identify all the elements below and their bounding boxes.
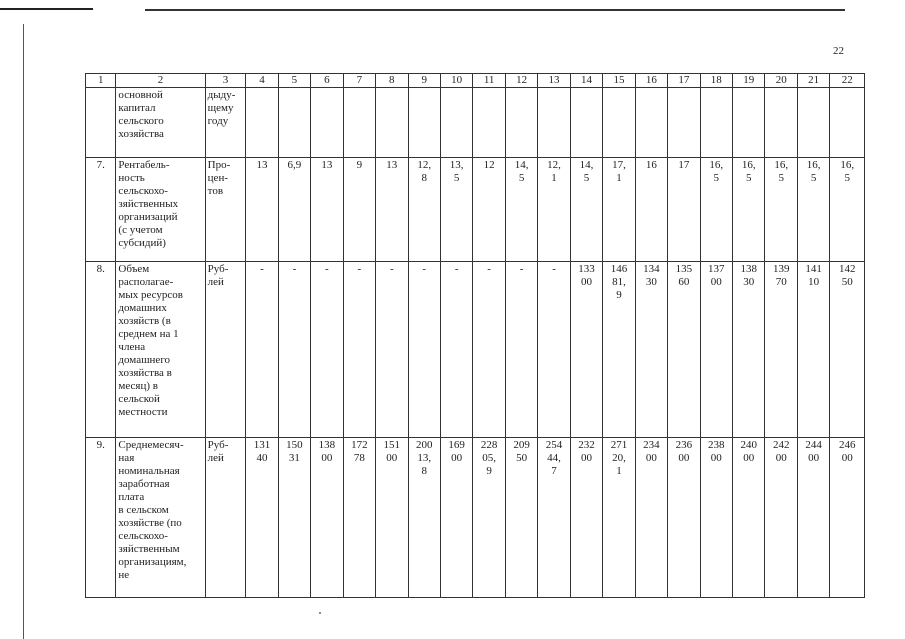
cell-line: 00 — [321, 452, 333, 464]
cell-line: 00 — [808, 452, 820, 464]
value-cell — [440, 158, 472, 262]
cell-line: 60 — [678, 276, 690, 288]
value-cell — [700, 262, 732, 438]
unit-cell — [205, 438, 246, 598]
value-cell — [570, 262, 602, 438]
cell-line: 00 — [775, 452, 787, 464]
value-cell — [635, 262, 667, 438]
header-cell: 15 — [603, 74, 635, 88]
value-cell — [700, 158, 732, 262]
cell-line: 14, — [514, 159, 529, 171]
value-cell — [278, 158, 310, 262]
header-cell: 7 — [343, 74, 375, 88]
cell-line: 172 — [351, 439, 368, 451]
value-cell — [603, 438, 635, 598]
cell-line: 146 — [610, 263, 628, 275]
value-cell — [668, 262, 700, 438]
cell-line: 141 — [805, 263, 822, 275]
value-cell — [538, 438, 570, 598]
cell-line: 00 — [580, 276, 592, 288]
value-cell — [343, 158, 375, 262]
cell-line: 16, — [806, 159, 821, 171]
value-cell — [830, 158, 865, 262]
value-cell — [246, 262, 278, 438]
value-cell — [505, 438, 537, 598]
value-cell — [570, 158, 602, 262]
value-cell — [473, 88, 505, 158]
value-cell — [668, 158, 700, 262]
unit-cell — [205, 158, 246, 262]
value-cell — [278, 438, 310, 598]
cell-line: хозяйства — [118, 128, 164, 140]
cell-line: 81, — [612, 276, 626, 288]
value-cell — [570, 88, 602, 158]
value-cell — [797, 438, 829, 598]
value-cell — [246, 438, 278, 598]
header-cell: 20 — [765, 74, 797, 88]
value-cell — [278, 88, 310, 158]
cell-line: месяц) в — [118, 380, 158, 392]
cell-line: (с учетом — [118, 224, 163, 236]
header-cell: 10 — [440, 74, 472, 88]
cell-line: 5 — [453, 172, 460, 184]
cell-line: 1 — [551, 172, 557, 184]
value-cell — [376, 262, 408, 438]
cell-line: 00 — [710, 452, 722, 464]
value-cell — [733, 262, 765, 438]
cell-line: 00 — [580, 452, 592, 464]
cell-line: 6,9 — [287, 159, 302, 171]
cell-line: - — [454, 263, 459, 275]
header-cell: 21 — [797, 74, 829, 88]
cell-line: 5 — [778, 172, 784, 184]
value-cell — [668, 438, 700, 598]
cell-line: плата — [118, 491, 145, 503]
cell-line: 232 — [578, 439, 595, 451]
cell-line: 70 — [775, 276, 787, 288]
header-cell: 16 — [635, 74, 667, 88]
cell-line: 228 — [480, 439, 498, 451]
cell-line: не — [118, 569, 130, 581]
cell-line: 13 — [321, 159, 333, 171]
cell-line: 40 — [256, 452, 268, 464]
cell-line: сельского — [118, 115, 164, 127]
cell-line: Руб- — [207, 439, 229, 451]
cell-line: 00 — [841, 452, 853, 464]
cell-line: 10 — [808, 276, 820, 288]
cell-line: субсидий) — [118, 237, 166, 249]
value-cell — [765, 88, 797, 158]
cell-line: 16, — [709, 159, 724, 171]
header-cell: 3 — [205, 74, 246, 88]
table-body — [86, 74, 865, 598]
cell-line: 150 — [286, 439, 303, 451]
cell-line: 134 — [643, 263, 660, 275]
cell-line: 246 — [838, 439, 856, 451]
value-cell — [700, 88, 732, 158]
value-cell — [440, 438, 472, 598]
cell-line: сельскохо- — [118, 185, 168, 197]
cell-line: члена — [118, 341, 146, 353]
cell-line: - — [357, 263, 362, 275]
cell-line: в сельском — [118, 504, 169, 516]
header-cell: 22 — [830, 74, 865, 88]
cell-line: 151 — [383, 439, 401, 451]
cell-line: цен- — [207, 172, 228, 184]
cell-line: 137 — [708, 263, 725, 275]
cell-line: 50 — [516, 452, 528, 464]
cell-line: основной — [118, 89, 163, 101]
cell-line: 131 — [253, 439, 271, 451]
value-cell — [538, 88, 570, 158]
cell-line: году — [207, 115, 229, 127]
value-cell — [343, 262, 375, 438]
header-cell: 19 — [733, 74, 765, 88]
value-cell — [765, 438, 797, 598]
value-cell — [311, 262, 343, 438]
value-cell — [408, 88, 440, 158]
cell-line: организаций — [118, 211, 178, 223]
cell-line: 17 — [678, 159, 690, 171]
cell-line: 5 — [518, 172, 525, 184]
cell-line: 16, — [840, 159, 855, 171]
cell-line: 30 — [743, 276, 755, 288]
cell-line: 138 — [740, 263, 757, 275]
cell-line: 9 — [616, 289, 622, 301]
value-cell — [343, 88, 375, 158]
cell-line: - — [389, 263, 394, 275]
cell-line: организациям, — [118, 556, 187, 568]
cell-line: 12, — [547, 159, 561, 171]
value-cell — [538, 158, 570, 262]
value-cell — [765, 158, 797, 262]
cell-line: 209 — [513, 439, 530, 451]
cell-line: 12, — [417, 159, 432, 171]
value-cell — [278, 262, 310, 438]
header-cell: 5 — [278, 74, 310, 88]
cell-line: 236 — [675, 439, 693, 451]
header-cell: 4 — [246, 74, 278, 88]
table-row — [86, 262, 865, 438]
cell-line: - — [422, 263, 427, 275]
value-cell — [830, 438, 865, 598]
value-cell — [408, 262, 440, 438]
cell-line: 7 — [551, 465, 557, 477]
cell-line: - — [260, 263, 264, 275]
cell-line: сельскохо- — [118, 530, 168, 542]
cell-line: 8 — [421, 465, 427, 477]
cell-line: хозяйстве (по — [118, 517, 182, 529]
cell-line: 234 — [643, 439, 660, 451]
cell-line: 8 — [421, 172, 427, 184]
indicators-table — [85, 73, 865, 598]
header-cell: 2 — [116, 74, 205, 88]
cell-line: 13 — [256, 159, 268, 171]
cell-line: 1 — [616, 465, 622, 477]
cell-line: 200 — [415, 439, 433, 451]
value-cell — [376, 88, 408, 158]
value-cell — [603, 88, 635, 158]
value-cell — [635, 438, 667, 598]
header-cell: 14 — [570, 74, 602, 88]
value-cell — [538, 262, 570, 438]
value-cell — [408, 158, 440, 262]
cell-line: 135 — [675, 263, 693, 275]
value-cell — [440, 88, 472, 158]
value-cell — [311, 88, 343, 158]
cell-line: 138 — [318, 439, 336, 451]
value-cell — [473, 158, 505, 262]
cell-line: располагае- — [118, 276, 174, 288]
value-cell — [668, 88, 700, 158]
cell-line: 00 — [743, 452, 755, 464]
cell-line: 05, — [482, 452, 496, 464]
cell-line: 50 — [841, 276, 853, 288]
cell-line: 13, — [449, 159, 464, 171]
cell-line: Руб- — [207, 263, 229, 275]
cell-line: сельской — [118, 393, 160, 405]
value-cell — [797, 88, 829, 158]
value-cell — [246, 158, 278, 262]
cell-line: 5 — [844, 172, 850, 184]
cell-line: 00 — [710, 276, 722, 288]
cell-line: 31 — [288, 452, 300, 464]
value-cell — [505, 262, 537, 438]
value-cell — [440, 262, 472, 438]
value-cell — [570, 438, 602, 598]
cell-line: 00 — [645, 452, 657, 464]
cell-line: 271 — [610, 439, 628, 451]
cell-line: 20, — [612, 452, 626, 464]
cell-line: дыду- — [207, 89, 236, 101]
value-cell — [311, 158, 343, 262]
header-cell: 1 — [86, 74, 116, 88]
value-cell — [603, 158, 635, 262]
value-cell — [700, 438, 732, 598]
cell-line: 238 — [708, 439, 725, 451]
value-cell — [376, 438, 408, 598]
header-cell: 17 — [668, 74, 700, 88]
header-cell: 9 — [408, 74, 440, 88]
cell-line: 13, — [417, 452, 432, 464]
cell-line: хозяйств (в — [118, 315, 171, 327]
scan-edge-line — [23, 24, 24, 639]
indicator-name-cell — [116, 262, 205, 438]
indicator-name-cell — [116, 438, 205, 598]
cell-line: номинальная — [118, 465, 180, 477]
value-cell — [603, 262, 635, 438]
cell-line: ная — [118, 452, 135, 464]
header-cell: 13 — [538, 74, 570, 88]
header-row — [86, 74, 865, 88]
value-cell — [765, 262, 797, 438]
cell-line: 44, — [547, 452, 561, 464]
value-cell — [246, 88, 278, 158]
cell-line: - — [325, 263, 329, 275]
cell-line: 16, — [741, 159, 756, 171]
cell-line: - — [519, 263, 524, 275]
page-number: 22 — [833, 45, 844, 57]
value-cell — [376, 158, 408, 262]
cell-line: 139 — [772, 263, 790, 275]
value-cell — [408, 438, 440, 598]
cell-line: 5 — [810, 172, 817, 184]
table-row — [86, 88, 865, 158]
cell-line: 14, — [579, 159, 594, 171]
header-cell: 12 — [505, 74, 537, 88]
cell-line: 30 — [645, 276, 657, 288]
cell-line: мых ресурсов — [118, 289, 183, 301]
cell-line: заработная — [118, 478, 170, 490]
value-cell — [733, 158, 765, 262]
cell-line: 17, — [612, 159, 626, 171]
cell-line: 16 — [645, 159, 657, 171]
cell-line: 16, — [774, 159, 789, 171]
value-cell — [473, 262, 505, 438]
cell-line: зяйственным — [118, 543, 180, 555]
cell-line: хозяйства в — [118, 367, 172, 379]
cell-line: 244 — [805, 439, 822, 451]
header-cell: 8 — [376, 74, 408, 88]
value-cell — [343, 438, 375, 598]
scan-speck — [319, 612, 321, 614]
cell-line: 242 — [772, 439, 790, 451]
table-row — [86, 158, 865, 262]
cell-line: ность — [118, 172, 145, 184]
value-cell — [797, 262, 829, 438]
cell-line: 9 — [486, 465, 492, 477]
cell-line: Среднемесяч- — [118, 439, 184, 451]
cell-line: 78 — [353, 452, 365, 464]
value-cell — [311, 438, 343, 598]
cell-line: 133 — [578, 263, 595, 275]
cell-line: 00 — [451, 452, 463, 464]
value-cell — [635, 158, 667, 262]
scan-edge-line — [145, 9, 845, 11]
value-cell — [733, 438, 765, 598]
scan-edge-line — [0, 8, 93, 10]
cell-line: Объем — [118, 263, 150, 275]
cell-line: 5 — [713, 172, 720, 184]
value-cell — [733, 88, 765, 158]
cell-line: домашнего — [118, 354, 171, 366]
cell-line: 12 — [483, 159, 495, 171]
cell-line: - — [292, 263, 297, 275]
cell-line: среднем на 1 — [118, 328, 179, 340]
cell-line: капитал — [118, 102, 156, 114]
cell-line: лей — [207, 276, 224, 288]
value-cell — [505, 88, 537, 158]
value-cell — [473, 438, 505, 598]
value-cell — [635, 88, 667, 158]
cell-line: 254 — [545, 439, 563, 451]
header-cell: 11 — [473, 74, 505, 88]
header-cell: 6 — [311, 74, 343, 88]
cell-line: зяйственных — [118, 198, 179, 210]
value-cell — [830, 262, 865, 438]
cell-line: 5 — [583, 172, 590, 184]
cell-line: Рентабель- — [118, 159, 170, 171]
value-cell — [505, 158, 537, 262]
cell-line: 169 — [448, 439, 465, 451]
cell-line: 13 — [386, 159, 398, 171]
cell-line: 00 — [386, 452, 398, 464]
cell-line: 9 — [356, 159, 363, 171]
cell-line: местности — [118, 406, 168, 418]
table-row — [86, 438, 865, 598]
cell-line: - — [552, 263, 556, 275]
cell-line: 1 — [616, 172, 622, 184]
cell-line: 240 — [740, 439, 757, 451]
cell-line: щему — [207, 102, 234, 114]
cell-line: 5 — [746, 172, 752, 184]
value-cell — [830, 88, 865, 158]
indicator-name-cell — [116, 158, 205, 262]
unit-cell — [205, 262, 246, 438]
row-number-cell: 9. — [86, 438, 116, 598]
unit-cell — [205, 88, 246, 158]
cell-line: лей — [207, 452, 224, 464]
cell-line: 142 — [838, 263, 856, 275]
indicator-name-cell — [116, 88, 205, 158]
cell-line: домашних — [118, 302, 167, 314]
cell-line: Про- — [207, 159, 231, 171]
cell-line: 00 — [678, 452, 690, 464]
header-cell: 18 — [700, 74, 732, 88]
cell-line: - — [487, 263, 491, 275]
value-cell — [797, 158, 829, 262]
row-number-cell: 7. — [86, 158, 116, 262]
row-number-cell: 8. — [86, 262, 116, 438]
row-number-cell — [86, 88, 116, 158]
cell-line: тов — [207, 185, 224, 197]
